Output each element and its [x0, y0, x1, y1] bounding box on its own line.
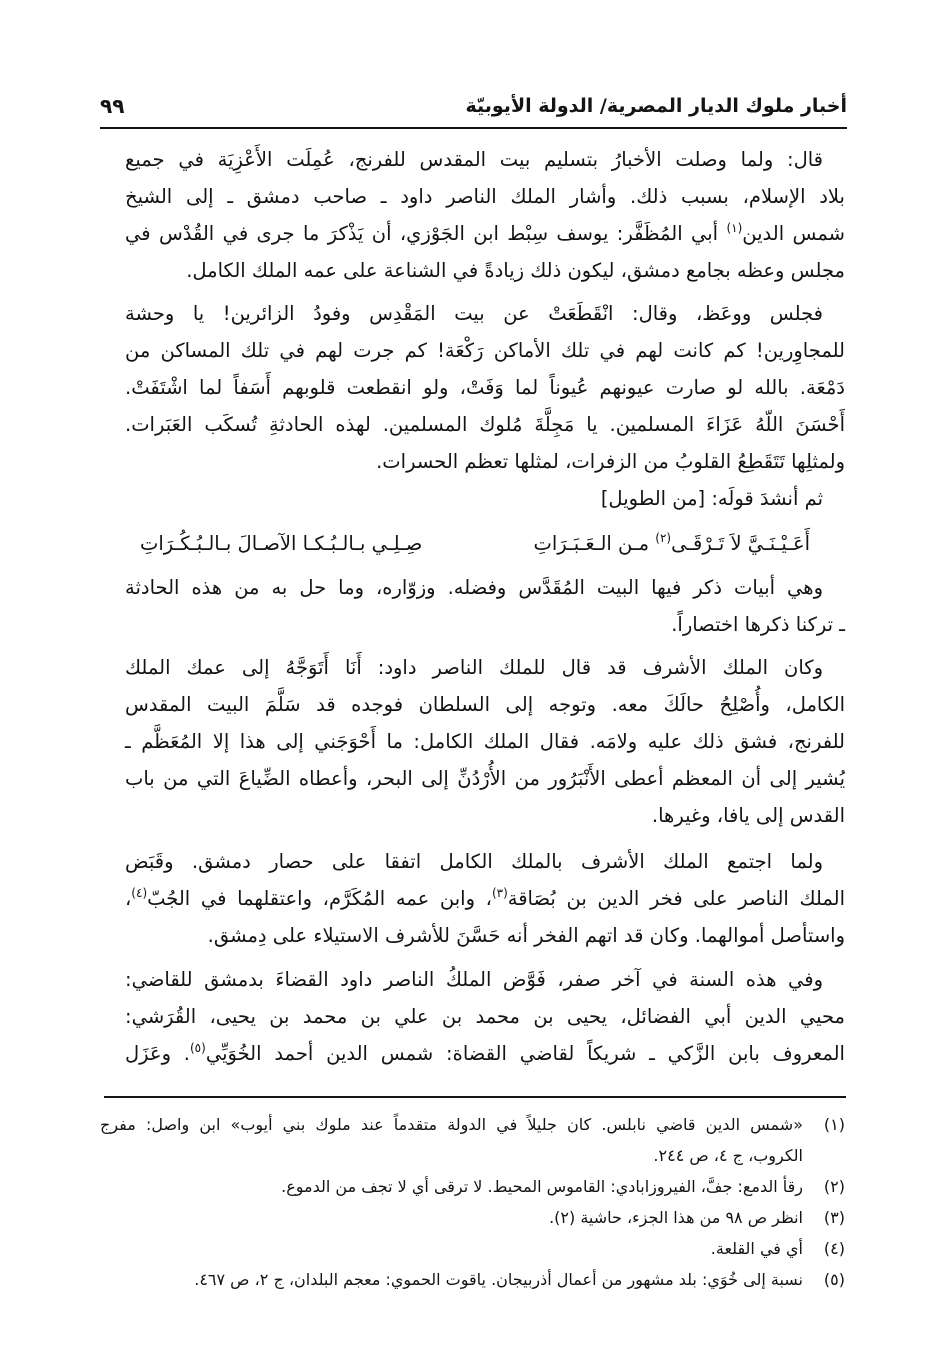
footnote-text-line: أي في القلعة. [710, 1239, 803, 1258]
text-line: الكامل، وأُصْلِحُ حالَكَ معه. وتوجه إلى السلطان فوجده قد سَلَّمَ البيت المقدس [125, 693, 845, 716]
paragraph [125, 295, 845, 480]
paragraph [125, 141, 845, 289]
header-title: أخبار ملوك الديار المصرية/ الدولة الأيوبيّة [465, 95, 847, 117]
footnote-marker: (٤) [131, 886, 148, 900]
footnote-marker: (١) [726, 221, 743, 235]
text-line: للمجاوِرين! كم كانت لهم في تلك الأماكن رَكْعَة! كم جرت لهم في تلك المساكن من [125, 339, 845, 362]
footnote-text-line: الكروب، ج ٤، ص ٢٤٤. [653, 1146, 803, 1165]
text-line: أَحْسَنَ اللّهُ عَزَاءَ المسلمين. يا مَجِلَّةَ مُلوك المسلمين. لهذه الحادثةِ تُسكَب العَبَرات. [125, 413, 845, 436]
text-line: بلاد الإسلام، بسبب ذلك. وأشار الملك الناصر داود ـ صاحب دمشق ـ إلى الشيخ [125, 185, 845, 208]
text-segment: مـن الـعَـبَـرَاتِ [533, 532, 656, 555]
text-line: القدس إلى يافا، وغيرها. [651, 804, 845, 827]
text-line: فجلس ووعَظ، وقال: انْقَطَعَتْ عن بيت المَقْدِس وفودُ الزائرين! يا وحشة [125, 302, 823, 325]
footnote [100, 1109, 845, 1171]
text-segment: ، وابن عمه المُكَرَّم، واعتقلهما في الجُبّ [147, 887, 492, 910]
footnote-text-line: رقأ الدمع: جفَّ، الفيروزابادي: القاموس المحيط. لا ترقى أي لا تجف من الدموع. [281, 1177, 803, 1196]
body-text [125, 141, 845, 1072]
footnote-marker: (٢) [655, 531, 672, 545]
text-line: محيي الدين أبي الفضائل، يحيى بن محمد بن علي بن محمد بن يحيى، القُرَشي: [125, 1005, 845, 1028]
footnote-number: (١) [823, 1115, 845, 1134]
paragraph [125, 569, 845, 643]
footnote-marker: (٥) [189, 1041, 206, 1055]
paragraph [125, 649, 845, 834]
footnote [100, 1264, 845, 1295]
footnote-text-line: «شمس الدين قاضي نابلس. كان جليلاً في الدولة متقدماً عند ملوك بني أيوب» ابن واصل: مفرج [100, 1115, 803, 1134]
footnote [100, 1202, 845, 1233]
text-line: دَمْعَة. بالله لو صارت عيونهم عُيوناً لما وَفَتْ، ولو انقطعت قلوبهم أَسَفاً لما اشْتَفَتْ. [125, 376, 845, 399]
verse-hemistich-left: صِـلِـي بـالـبُـكـا الآصـالَ بـالـبُـكُـرَاتِ [140, 532, 423, 555]
footnote-number: (٤) [823, 1239, 845, 1258]
paragraph [125, 961, 845, 1072]
footnotes [100, 1109, 845, 1295]
footnote-number: (٣) [823, 1208, 845, 1227]
text-line [125, 1035, 845, 1072]
text-line: ـ تركنا ذكرها اختصاراً. [671, 613, 845, 636]
text-line: ثم أنشدَ قولَه: [من الطويل] [600, 487, 823, 510]
footnote-text-line: انظر ص ٩٨ من هذا الجزء، حاشية (٢). [549, 1208, 803, 1227]
header-rule [100, 127, 847, 129]
page-number: ٩٩ [100, 94, 125, 118]
running-header [100, 88, 847, 124]
text-segment: . وعَزَل [125, 1042, 190, 1065]
footnote-marker: (٣) [491, 886, 508, 900]
text-segment: شمس الدين [742, 222, 845, 245]
paragraph [125, 843, 845, 954]
text-line [125, 880, 845, 917]
footnote [100, 1171, 845, 1202]
poetry-verse [125, 525, 845, 562]
text-line: واستأصل أموالهما. وكان قد اتهم الفخر أنه حَسَّنَ للأشرف الاستيلاء على دِمشق. [207, 924, 845, 947]
text-line: ولما اجتمع الملك الأشرف بالملك الكامل اتفقا على حصار دمشق. وقَبَض [125, 850, 823, 873]
text-line: يُشير إلى أن المعظم أعطى الأَنْبَرُور من الأُرْدُنِّ إلى البحر، وأعطاه الضِّياعَ التي من باب [125, 767, 845, 790]
text-line: وكان الملك الأشرف قد قال للملك الناصر داود: أَنَا أَتَوَجَّهُ إلى عمك الملك [125, 656, 823, 679]
text-segment: أَعَـيْـنَـيَّ لاَ تَـرْقَـى [671, 532, 810, 555]
text-line: قال: ولما وصلت الأخبارُ بتسليم بيت المقدس للفرنج، عُمِلَت الأَعْزِيَة في جميع [125, 148, 823, 171]
text-segment: الملك الناصر على فخر الدين بن بُصَاقة [507, 887, 845, 910]
footnote-text-line: نسبة إلى خُوَي: بلد مشهور من أعمال أذربيجان. ياقوت الحموي: معجم البلدان، ج ٢، ص ٤٦٧. [194, 1270, 803, 1289]
text-line [125, 215, 845, 252]
paragraph [125, 480, 845, 517]
text-line: للفرنج، فشق ذلك عليه ولامَه. فقال الملك الكامل: ما أَحْوَجَني إلى هذا إلا المُعَظَّم ـ [125, 730, 845, 753]
footnote [100, 1233, 845, 1264]
footnote-number: (٥) [823, 1270, 845, 1289]
text-line: وفي هذه السنة في آخر صفر، فَوَّض الملكُ الناصر داود القضاءَ بدمشق للقاضي: [125, 968, 823, 991]
text-line: وهي أبيات ذكر فيها البيت المُقَدَّس وفضله. وزوّاره، وما حل به من هذه الحادثة [125, 576, 823, 599]
footnote-rule [104, 1096, 846, 1098]
text-line: ولمثلِها تَتَقَطِعُ القلوبُ من الزفرات، لمثلها تعظم الحسرات. [376, 450, 845, 473]
text-line: مجلس وعظه بجامع دمشق، ليكون ذلك زيادةً في الشناعة على عمه الملك الكامل. [186, 259, 845, 282]
footnote-number: (٢) [823, 1177, 845, 1196]
verse-hemistich-right [534, 525, 810, 562]
text-segment: المعروف بابن الزَّكي ـ شريكاً لقاضي القضاة: شمس الدين أحمد الخُوَيِّي [205, 1042, 845, 1065]
text-segment: ، [125, 887, 132, 910]
text-segment: أبي المُظَفَّر: يوسف سِبْط ابن الجَوْزي، أن يَذْكرَ ما جرى في القُدْس في [125, 222, 727, 245]
